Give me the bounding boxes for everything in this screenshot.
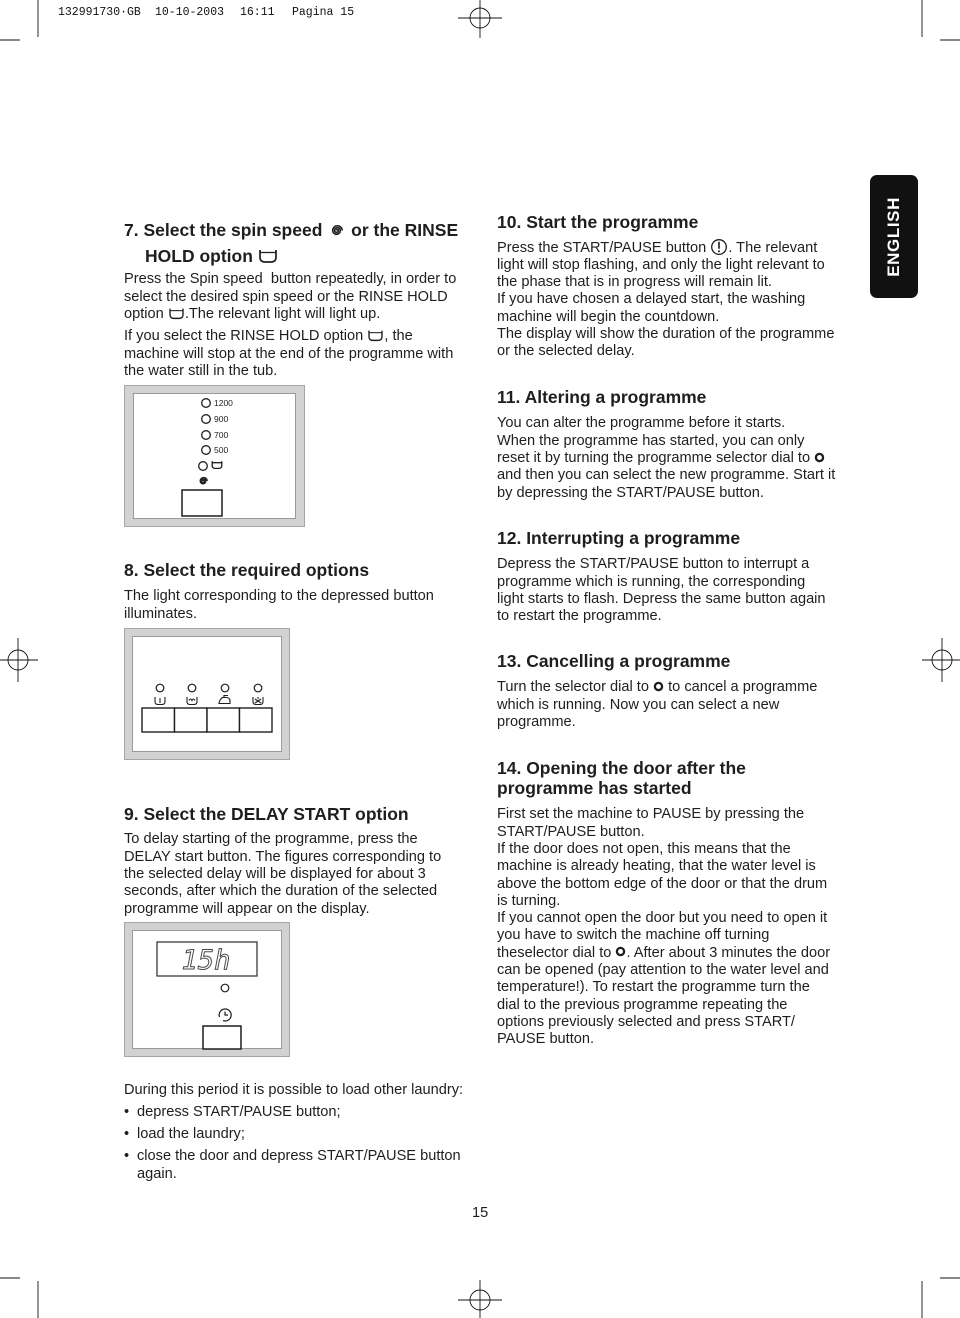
section-7-paragraph	[124, 271, 456, 323]
section-7-line: the water still in the tub.	[124, 362, 278, 379]
section-7-heading	[124, 220, 458, 241]
section-14-line	[497, 945, 830, 962]
load-laundry-intro-text: During this period it is possible to load other laundry:	[124, 1082, 464, 1099]
section-10-line	[497, 239, 834, 256]
section-14-line: First set the machine to PAUSE by pressing the	[497, 806, 805, 823]
options-panel	[124, 628, 290, 760]
crop-mark-top-left	[0, 0, 38, 40]
section-7-line-text: If you select the RINSE HOLD option	[124, 328, 364, 345]
option-button	[207, 708, 240, 732]
section-12-heading-text: 12. Interrupting a programme	[497, 528, 741, 548]
print-page-label: Pagina 15	[292, 6, 355, 19]
section-11-line: by depressing the START/PAUSE button.	[497, 484, 764, 501]
registration-mark-right	[922, 638, 960, 682]
section-14-line-text: theselector dial to	[497, 944, 612, 961]
section-11-heading	[497, 387, 706, 407]
section-14-line: temperature!). To restart the programme turn the	[497, 979, 810, 996]
section-14-heading-text: 14. Opening the door after the	[497, 758, 746, 778]
section-11-line	[497, 450, 835, 467]
section-9-heading-text: 9. Select the DELAY START option	[124, 804, 409, 824]
spin-speed-button	[182, 490, 222, 516]
section-7-heading-text: 7. Select the spin speed	[124, 220, 323, 240]
spin-speed-panel	[124, 385, 305, 527]
rinse-hold-icon	[168, 307, 185, 320]
section-8-heading	[124, 560, 369, 580]
section-7-heading	[145, 246, 278, 266]
section-12-line: to restart the programme.	[497, 608, 662, 625]
section-10-heading-text: 10. Start the programme	[497, 212, 699, 232]
section-11-line: When the programme has started, you can only	[497, 432, 805, 449]
language-tab-label: ENGLISH	[884, 196, 903, 277]
section-11-paragraph	[497, 415, 835, 501]
section-12-heading	[497, 528, 740, 548]
section-12-line: programme which is running, the corresponding	[497, 573, 806, 590]
section-10-line-text: . The relevant	[728, 240, 818, 257]
section-10-paragraph	[497, 239, 834, 360]
section-8-paragraph	[124, 588, 434, 623]
section-11-line-text: reset it by turning the programme selector dial to	[497, 449, 811, 466]
section-9-line: To delay starting of the programme, press the	[124, 831, 418, 848]
section-7-paragraph	[124, 328, 453, 380]
section-14-line: above the bottom edge of the door or that the drum	[497, 875, 828, 892]
section-12-line: light starts to flash. Depress the same button again	[497, 590, 826, 607]
bullet-text: again.	[137, 1165, 177, 1182]
section-7-line: machine will stop at the end of the programme with	[124, 345, 454, 362]
section-14-line: START/PAUSE button.	[497, 823, 645, 840]
options-panel-illustration	[124, 628, 290, 760]
load-laundry-intro	[124, 1082, 463, 1099]
spin-speed-label: 700	[214, 430, 229, 440]
spin-icon	[327, 221, 346, 240]
delay-start-button	[203, 1026, 241, 1049]
section-14-line: you have to switch the machine off turning	[497, 927, 770, 944]
section-7-heading-text: HOLD option	[145, 246, 253, 266]
crop-mark-top-right	[922, 0, 960, 40]
spin-speed-label: 1200	[214, 398, 233, 408]
section-7-line: Press the Spin speed button repeatedly, in order to	[124, 271, 457, 288]
section-13-heading-text: 13. Cancelling a programme	[497, 651, 731, 671]
section-12-line: Depress the START/PAUSE button to interrupt a	[497, 556, 810, 573]
section-7-line-text: .The relevant light will light up.	[184, 305, 381, 322]
section-7-line	[124, 306, 456, 323]
section-8-line: illuminates.	[124, 605, 197, 622]
spin-speed-label: 900	[214, 414, 229, 424]
bullet-symbol: •	[124, 1126, 130, 1143]
section-14-line: can be opened (pay attention to the water level and	[497, 962, 829, 979]
bullet-symbol: •	[124, 1104, 130, 1121]
section-14-heading-text: programme has started	[497, 778, 692, 798]
section-9-heading	[124, 804, 409, 824]
section-7-line: select the desired spin speed or the RINSE HOLD	[124, 288, 448, 305]
crop-mark-bottom-left	[0, 1278, 38, 1318]
bullet-text: close the door and depress START/PAUSE button	[137, 1148, 461, 1165]
registration-mark-top	[458, 0, 502, 38]
section-13-line: programme.	[497, 713, 576, 730]
section-10-heading	[497, 212, 698, 232]
panel-face	[133, 637, 282, 752]
rinse-hold-icon	[258, 248, 278, 264]
delay-start-panel-illustration	[124, 922, 290, 1057]
option-button	[175, 708, 208, 732]
section-14-line: options previously selected and press START/	[497, 1013, 795, 1030]
section-7-line	[124, 328, 453, 345]
section-9-line: seconds, after which the duration of the selected	[124, 883, 438, 900]
print-doc-id: 132991730·GB	[58, 6, 141, 19]
section-13-line-text: Turn the selector dial to	[497, 679, 649, 696]
bullet-text: load the laundry;	[137, 1126, 245, 1143]
language-tab	[870, 175, 918, 298]
section-11-line: and then you can select the new programme. Start it	[497, 467, 836, 484]
section-14-line: machine is already heating, that the water level is	[497, 858, 816, 875]
section-10-line: The display will show the duration of the programme	[497, 325, 835, 342]
bullet-text: depress START/PAUSE button;	[137, 1104, 341, 1121]
spin-speed-label: 500	[214, 445, 229, 455]
print-time: 16:11	[240, 6, 275, 19]
section-10-line: or the selected delay.	[497, 343, 635, 360]
section-9-line: the selected delay will be displayed for about 3	[124, 865, 426, 882]
section-8-line: The light corresponding to the depressed button	[124, 588, 434, 605]
section-14-line: If you cannot open the door but you need to open it	[497, 910, 828, 927]
section-13-line: which is running. Now you can select a new	[497, 696, 780, 713]
page-number: 15	[472, 1205, 489, 1221]
delay-start-panel	[124, 922, 290, 1057]
section-7-heading-text: or the RINSE	[351, 220, 459, 240]
section-14-line: If the door does not open, this means that the	[497, 840, 791, 857]
rinse-hold-icon	[367, 329, 384, 342]
section-10-line: If you have chosen a delayed start, the washing	[497, 291, 806, 308]
section-7-line-text: , the	[384, 328, 413, 345]
section-14-line: is turning.	[497, 892, 561, 909]
print-date: 10-10-2003	[155, 6, 225, 19]
section-9-line: DELAY start button. The figures corresponding to	[124, 848, 442, 865]
registration-mark-bottom	[458, 1280, 502, 1318]
section-14-line: PAUSE button.	[497, 1031, 595, 1048]
section-13-paragraph	[497, 679, 817, 731]
section-10-line: light will stop flashing, and only the light relevant to	[497, 256, 825, 273]
section-13-line-text: to cancel a programme	[668, 679, 818, 696]
off-position-icon	[653, 681, 664, 692]
display-readout: 15h	[181, 945, 231, 976]
off-position-icon	[615, 946, 626, 957]
start-pause-icon	[710, 238, 728, 256]
section-14-heading	[497, 758, 746, 798]
section-8-heading-text: 8. Select the required options	[124, 560, 370, 580]
section-10-line: the phase that is in progress will remain lit.	[497, 273, 772, 290]
section-11-line: You can alter the programme before it starts.	[497, 415, 786, 432]
section-14-paragraph	[497, 806, 830, 1048]
option-button	[240, 708, 273, 732]
section-7-line-text: option	[124, 305, 164, 322]
section-11-heading-text: 11. Altering a programme	[497, 387, 707, 407]
section-10-line-text: Press the START/PAUSE button	[497, 240, 707, 257]
section-14-line: dial to the previous programme repeating the	[497, 996, 788, 1013]
option-button	[142, 708, 175, 732]
spin-speed-panel-illustration	[124, 385, 305, 527]
section-10-line: machine will begin the countdown.	[497, 308, 720, 325]
registration-mark-left	[0, 638, 38, 682]
section-9-paragraph	[124, 831, 441, 917]
section-14-line-text: . After about 3 minutes the door	[626, 944, 831, 961]
crop-mark-bottom-right	[922, 1278, 960, 1318]
section-12-paragraph	[497, 556, 826, 625]
off-position-icon	[814, 452, 825, 463]
bullet-symbol: •	[124, 1148, 130, 1165]
section-13-heading	[497, 651, 730, 671]
section-9-line: programme will appear on the display.	[124, 900, 370, 917]
section-13-line	[497, 679, 817, 696]
